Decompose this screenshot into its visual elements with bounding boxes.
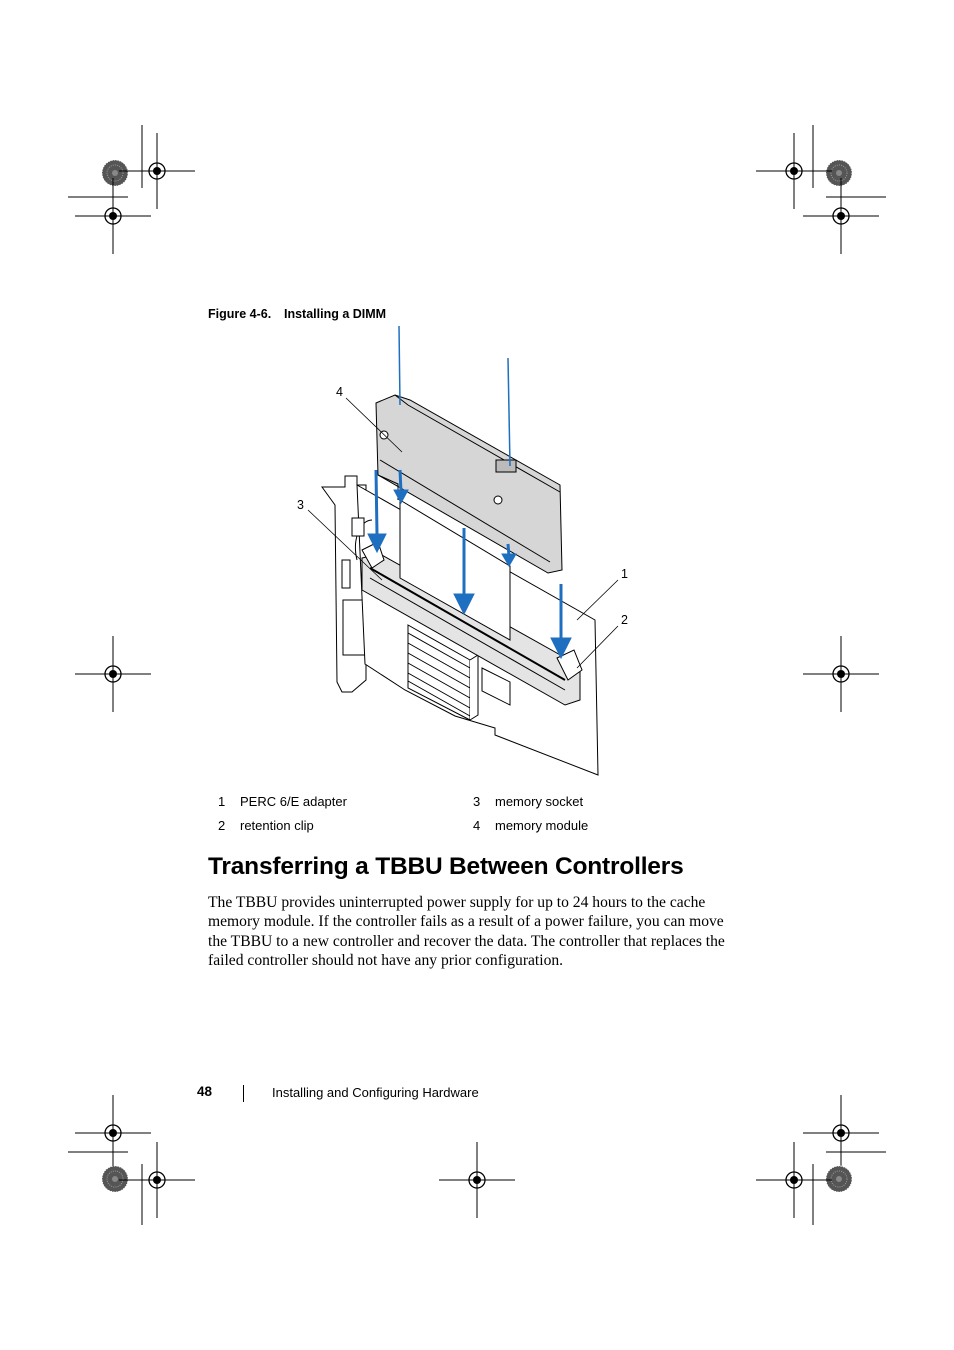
crop-mark-top-right — [756, 125, 886, 254]
callout-2: 2 — [621, 613, 628, 627]
callout-1: 1 — [621, 567, 628, 581]
legend-text: memory socket — [495, 794, 584, 809]
footer-divider — [243, 1085, 244, 1102]
legend-text: PERC 6/E adapter — [240, 794, 347, 809]
crop-mark-bottom-center — [439, 1142, 515, 1218]
section-heading: Transferring a TBBU Between Controllers — [208, 853, 684, 880]
figure-title: Installing a DIMM — [284, 307, 387, 321]
legend-number: 3 — [473, 794, 481, 809]
callout-3: 3 — [297, 498, 304, 512]
crop-mark-top-left — [68, 125, 195, 254]
legend-text: memory module — [495, 818, 589, 833]
crop-mark-bottom-left — [68, 1095, 195, 1225]
legend-number: 2 — [218, 818, 226, 833]
figure-number: Figure 4-6. — [208, 307, 272, 321]
figure-legend — [208, 792, 728, 844]
section-body: The TBBU provides uninterrupted power supply for up to 24 hours to the cache memory module. If the controller fails as a result of a power failure, you can move the TBBU to a new controller and recover the data. The controller that replaces the failed controller should not have any prior configuration. — [208, 894, 725, 970]
footer-chapter-title: Installing and Configuring Hardware — [272, 1085, 479, 1100]
page-number: 48 — [197, 1084, 213, 1099]
callout-4: 4 — [336, 385, 343, 399]
legend-text: retention clip — [240, 818, 314, 833]
legend-number: 4 — [473, 818, 481, 833]
crop-mark-bottom-right — [756, 1095, 886, 1225]
dimm-installation-illustration — [280, 322, 660, 782]
legend-number: 1 — [218, 794, 226, 809]
figure-caption — [208, 307, 386, 321]
